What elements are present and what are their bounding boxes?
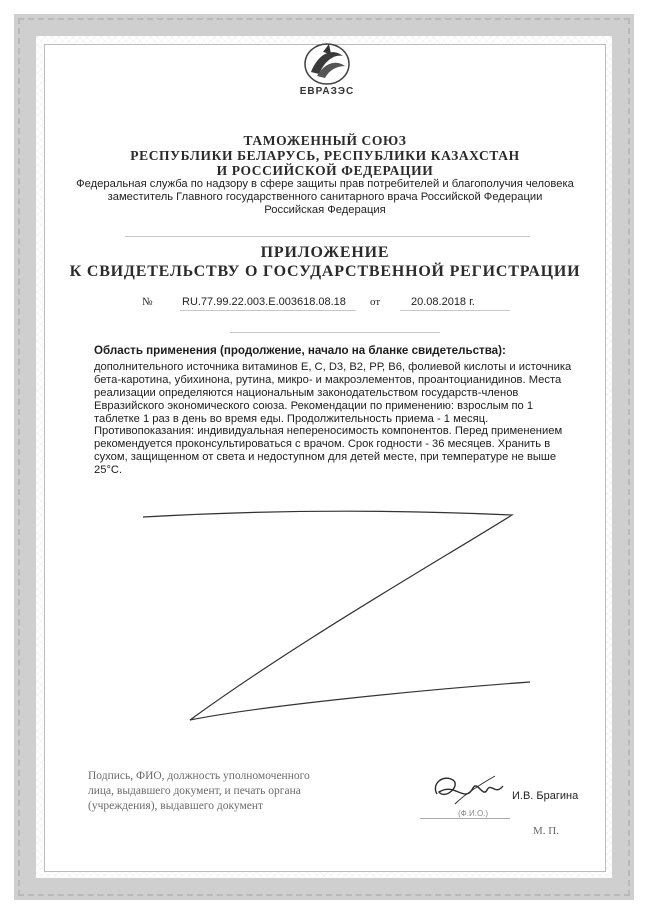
signer-name: И.В. Брагина (512, 790, 579, 802)
document-subtitle: К СВИДЕТЕЛЬСТВУ О ГОСУДАРСТВЕННОЙ РЕГИСТРАЦИИ (69, 263, 581, 280)
number-label: № (142, 296, 153, 308)
caption-line-2: лица, выдавшего документ, и печать органа (88, 785, 301, 797)
document-title: ПРИЛОЖЕНИЕ (260, 244, 390, 261)
header-union: ТАМОЖЕННЫЙ СОЮЗ (243, 133, 407, 148)
issuer-line-2: заместитель Главного государственного санитарного врача Российской Федерации (107, 191, 543, 203)
signature-line (420, 818, 510, 819)
emblem-caption: ЕВРАЗЭС (299, 86, 355, 97)
fio-label: (Ф.И.О.) (458, 809, 489, 818)
header-federation: И РОССИЙСКОЙ ФЕДЕРАЦИИ (216, 163, 434, 178)
issuer-line-1: Федеральная служба по надзору в сфере защиты прав потребителей и благополучия человека (76, 178, 574, 190)
signature-caption (88, 769, 378, 814)
caption-line-3: (учреждения), выдавшего документ (88, 800, 264, 812)
header-countries: РЕСПУБЛИКИ БЕЛАРУСЬ, РЕСПУБЛИКИ КАЗАХСТАН (130, 148, 520, 163)
area-text: дополнительного источника витаминов Е, С, D3, В2, РР, В6, фолиевой кислоты и источника бета-каротина, убихинона, рутина, микро- и макроэлементов, проантоцианидинов. Места реализации определяются национальным законодательством государств-членов Евразийского экономического союза. Рекомендации по применению: взрослым по 1 таблетке 1 раз в день во время еды. Продолжительность приема - 1 месяц. Противопоказания: индивидуальная непереносимость компонентов. Перед применением рекомендуется проконсультироваться с врачом. Срок годности - 36 месяцев. Хранить в сухом, защищенном от света и недоступном для детей месте, при температуре не выше 25°С. (94, 360, 572, 477)
registration-number: RU.77.99.22.003.Е.003618.08.18 (182, 296, 346, 308)
stamp-place-label: М. П. (533, 825, 559, 837)
date-label: от (370, 296, 381, 308)
area-title: Область применения (продолжение, начало на бланке свидетельства): (94, 344, 506, 357)
caption-line-1: Подпись, ФИО, должность уполномоченного (88, 770, 310, 782)
registration-date: 20.08.2018 г. (411, 296, 475, 308)
issuer-line-3: Российская Федерация (264, 204, 386, 216)
